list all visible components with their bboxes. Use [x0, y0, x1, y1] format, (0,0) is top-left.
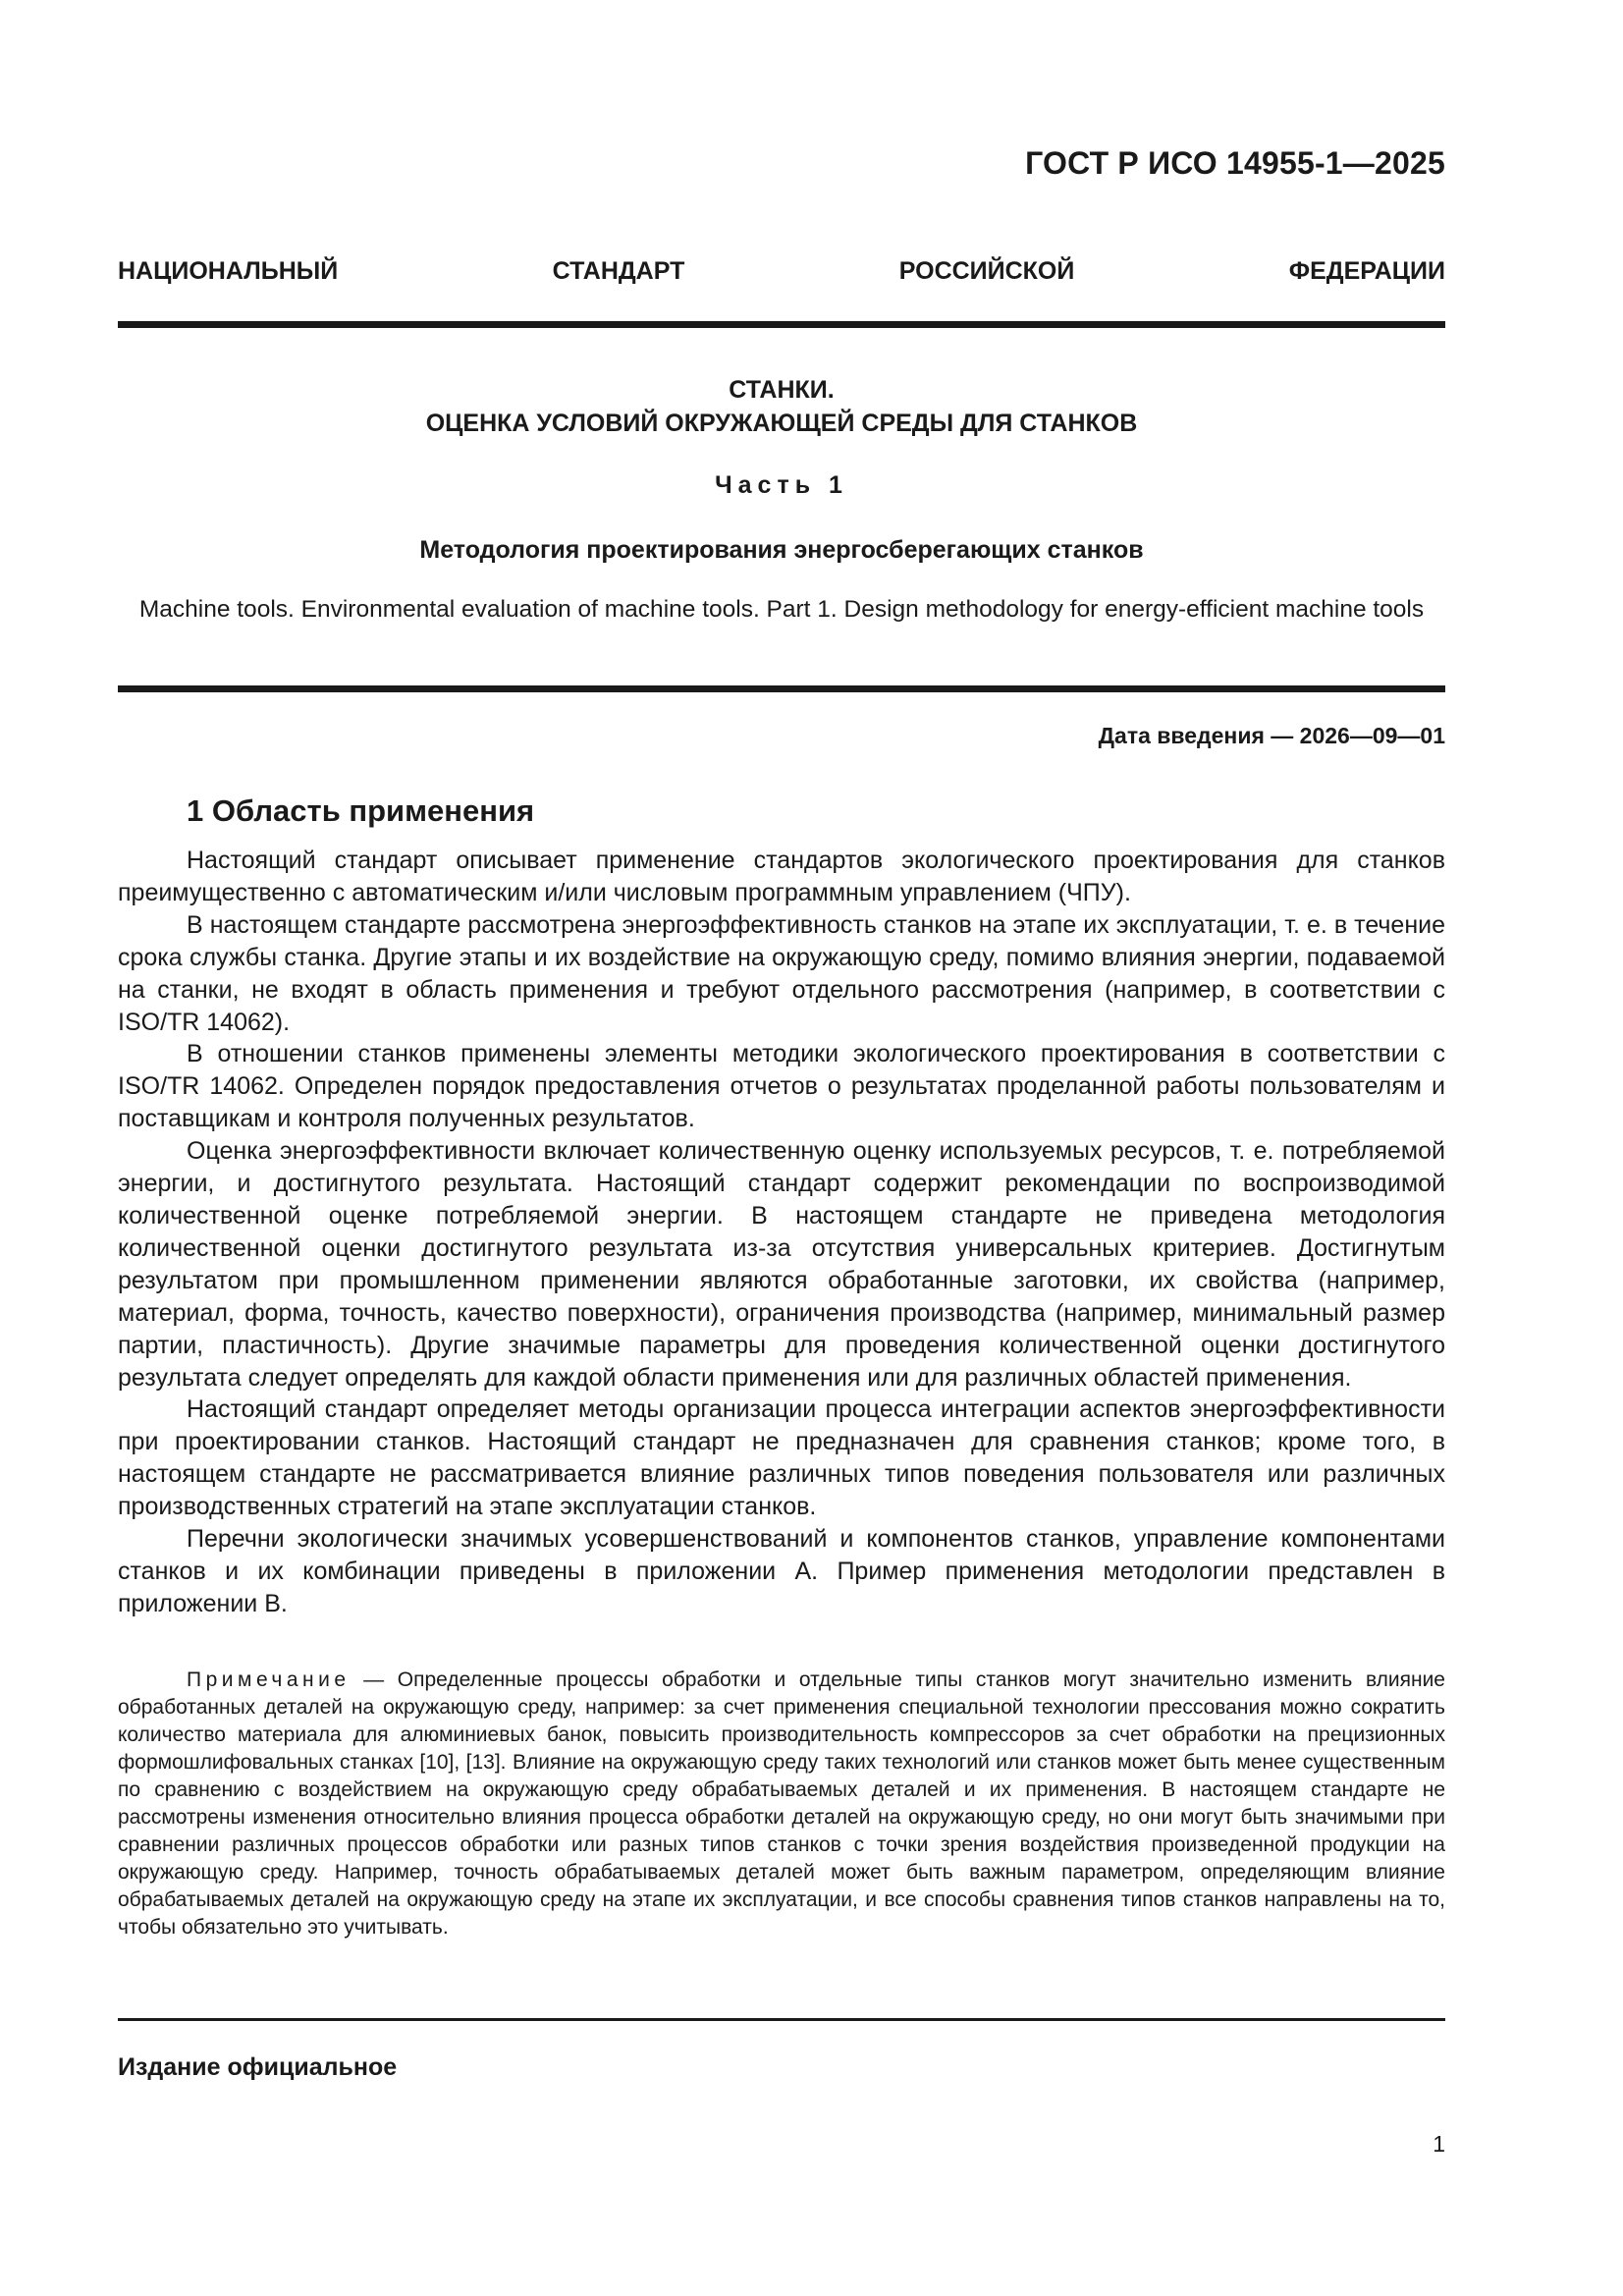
footer-divider [118, 2018, 1445, 2021]
document-subtitle: Методология проектирования энергосберегающих станков [419, 536, 1144, 564]
standard-code: ГОСТ Р ИСО 14955-1—2025 [1025, 145, 1445, 181]
document-page [118, 0, 1445, 2296]
paragraph: Оценка энергоэффективности включает количественную оценку используемых ресурсов, т. е. потребляемой энергии, и достигнутого результата. Настоящий стандарт содержит рекомендации по воспроизводимой количественной оценке потребляемой энергии. В настоящем стандарте не приведена методология количественной оценки достигнутого результата из-за отсутствия универсальных критериев. Достигнутым результатом при промышленном применении являются обработанные заготовки, их свойства (например, материал, форма, точность, качество поверхности), ограничения производства (например, минимальный размер партии, пластичность). Другие значимые параметры для проведения количественной оценки достигнутого результата следует определять для каждой области применения или для различных областей применения. [118, 1137, 1445, 1392]
note-label: Примечание [187, 1668, 351, 1691]
section-body [118, 845, 1445, 1620]
page-number: 1 [1433, 2131, 1445, 2157]
paragraph: В отношении станков применены элементы методики экологического проектирования в соответствии с ISO/TR 14062. Определен порядок предоставления отчетов о результатах проделанной работы пользователям и поставщикам и контроля полученных результатов. [118, 1040, 1445, 1133]
header-divider [118, 321, 1445, 328]
section-heading: 1 Область применения [187, 793, 535, 828]
paragraph: Настоящий стандарт определяет методы организации процесса интеграции аспектов энергоэффективности при проектировании станков. Настоящий стандарт не предназначен для сравнения станков; кроме того, в настоящем стандарте не рассматривается влияние различных типов поведения пользователя или различных производственных стратегий на этапе эксплуатации станков. [118, 1395, 1445, 1521]
note-block [118, 1667, 1445, 1941]
paragraph: В настоящем стандарте рассмотрена энергоэффективность станков на этапе их эксплуатации, т. е. в течение срока службы станка. Другие этапы и их воздействие на окружающую среду, помимо влияния энергии, подаваемой на станки, не входят в область применения и требуют отдельного рассмотрения (например, в соответствии с ISO/TR 14062). [118, 910, 1445, 1036]
note-paragraph [118, 1667, 1445, 1941]
document-title-line-1: СТАНКИ. [729, 376, 835, 404]
note-text: — Определенные процессы обработки и отдельные типы станков могут значительно изменить влияние обработанных деталей на окружающую среду, например: за счет применения специальной технологии прессования можно сократить количество материала для алюминиевых банок, повысить производительность компрессоров за счет обработки на прецизионных формошлифовальных станках [10], [13]. Влияние на окружающую среду таких технологий или станков может быть менее существенным по сравнению с воздействием на окружающую среду обрабатываемых деталей и их применения. В настоящем стандарте не рассмотрены изменения относительно влияния процесса обработки деталей на окружающую среду, но они могут быть значимыми при сравнении различных процессов обработки или разных типов станков с точки зрения воздействия произведенной продукции на окружающую среду. Например, точность обрабатываемых деталей может быть важным параметром, определяющим влияние обрабатываемых деталей на окружающую среду на этапе их эксплуатации, и все способы сравнения типов станков направлены на то, чтобы обязательно это учитывать. [118, 1668, 1445, 1939]
introduction-date: Дата введения — 2026—09—01 [1098, 723, 1445, 748]
paragraph: Перечни экологически значимых усовершенствований и компонентов станков, управление компонентами станков и их комбинации приведены в приложении А. Пример применения методологии представлен в приложении В. [118, 1525, 1445, 1617]
title-divider [118, 685, 1445, 692]
document-title-line-2: ОЦЕНКА УСЛОВИЙ ОКРУЖАЮЩЕЙ СРЕДЫ ДЛЯ СТАНКОВ [425, 410, 1138, 437]
english-title: Machine tools. Environmental evaluation of machine tools. Part 1. Design methodology for energy-efficient machine tools [138, 596, 1425, 623]
paragraph: Настоящий стандарт описывает применение стандартов экологического проектирования для станков преимущественно с автоматическим и/или числовым программным управлением (ЧПУ). [118, 847, 1445, 906]
part-label: Часть 1 [715, 471, 848, 499]
official-edition-label: Издание официальное [118, 2053, 398, 2081]
national-standard-title: НАЦИОНАЛЬНЫЙ СТАНДАРТ РОССИЙСКОЙ ФЕДЕРАЦИИ [118, 257, 1445, 285]
